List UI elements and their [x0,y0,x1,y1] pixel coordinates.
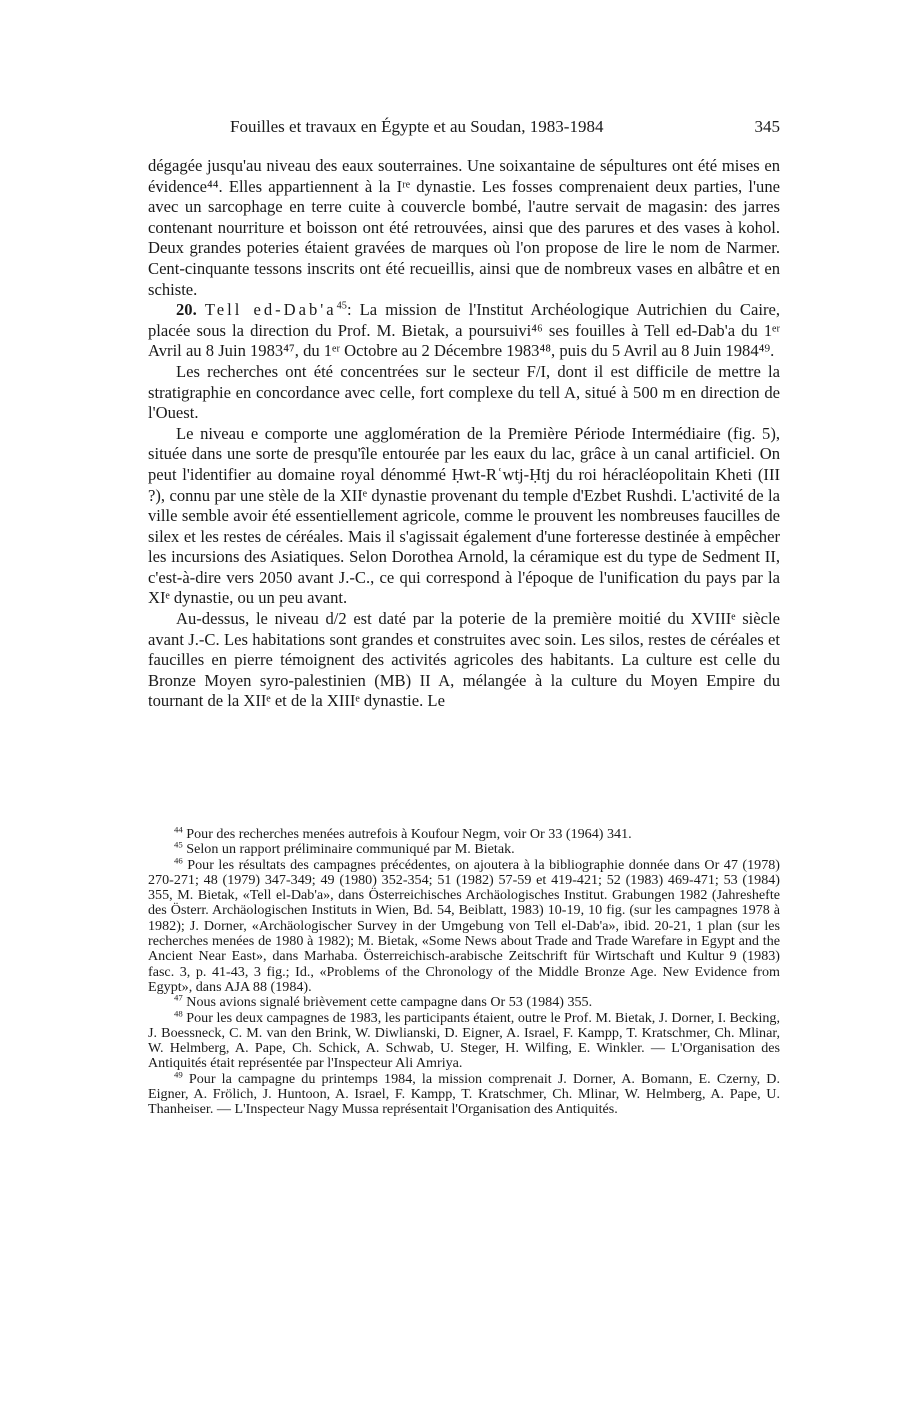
footnote-number: 44 [174,824,183,835]
section-number: 20. [176,300,197,320]
footnote-number: 48 [174,1007,183,1018]
footnote-text: Nous avions signalé brièvement cette campagne dans Or 53 (1984) 355. [186,994,593,1011]
footnote-text: Pour des recherches menées autrefois à Koufour Negm, voir Or 33 (1964) 341. [186,826,632,842]
footnote-ref: 45 [336,300,347,312]
footnote-text: Pour la campagne du printemps 1984, la mission comprenait J. Dorner, A. Bomann, E. Czerny, D. Eigner, A. Frölich, J. Huntoon, A. Israel, F. Kampp, T. Kratschmer, Ch. Mlinar, W. Helmberg, A. Pape, U. Thanheiser. — L'Inspecteur Nagy Mussa représentait l'Organisation des Antiquités. [148,1070,780,1118]
paragraph: Le niveau e comporte une agglomération de la Première Période Intermédiaire (fig. 5), située dans une sorte de presqu'île entourée par les eaux du lac, grâce à un canal artificiel. On peut l'identifier au domaine royal dénommé Ḥwt-Rʿwtj-Ḥtj du roi héracléopolitain Kheti (III ?), connu par une stèle de la XIIᵉ dynastie provenant du temple d'Ezbet Rushdi. L'activité de la ville semble avoir été essentiellement agricole, comme le prouvent les nombreuses faucilles de silex et les restes de céréales. Mais il s'agissait également d'une forteresse destinée à empêcher les incursions des Asiatiques. Selon Dorothea Arnold, la céramique est du type de Sedment II, c'est-à-dire vers 2050 avant J.-C., ce qui correspond à l'époque de l'unification du pays par la XIᵉ dynastie, ou un peu avant. [148,423,780,608]
footnote [148,824,780,842]
footnote [148,1007,780,1072]
site-name: Tell ed-Dab'a [204,300,337,320]
running-title: Fouilles et travaux en Égypte et au Soudan, 1983-1984 [230,117,604,136]
page-number: 345 [754,117,780,136]
paragraph: Les recherches ont été concentrées sur le secteur F/I, dont il est difficile de mettre la stratigraphie en concordance avec celle, fort complexe du tell A, situé à 500 m en direction de l'Ouest. [148,361,780,423]
footnote-number: 45 [174,839,183,850]
main-text [148,156,780,712]
footnote-number: 46 [174,854,183,865]
footnote-number: 49 [174,1069,183,1080]
footnote-text: Pour les résultats des campagnes précédentes, on ajoutera à la bibliographie donnée dans Or 47 (1978) 270-271; 48 (1979) 347-349; 49 (1980) 352-354; 51 (1982) 57-59 et 419-421; 52 (1983) 469-471; 53 (1984) 355, M. Bietak, «Tell el-Dab'a», dans Österreichisches Archäologisches Institut. Grabungen 1982 (Jahreshefte des Österr. Archäologischen Instituts in Wien, Bd. 54, Beiblatt, 1983) 10-19, 10 fig. (sur les campagnes 1978 à 1982); J. Dorner, «Archäologischer Survey in der Umgebung von Tell el-Dab'a», ibid. 20-21, 1 plan (sur les recherches menées de 1980 à 1982); M. Bietak, «Some News about Trade and Trade Warefare in Egypt and the Ancient Near East», dans Marhaba. Österreichisch-arabische Zeitschrift für Wirtschaft und Kultur 9 (1983) fasc. 3, p. 41-43, 3 fig.; Id., «Problems of the Chronology of the Middle Bronze Age. New Evidence from Egypt», dans AJA 88 (1984). [148,856,780,995]
footnotes [148,824,780,1118]
paragraph: dégagée jusqu'au niveau des eaux souterraines. Une soixantaine de sépultures ont été mises en évidence⁴⁴. Elles appartiennent à la Iʳᵉ dynastie. Les fosses comprenaient deux parties, l'une avec un sarcophage en terre cuite à couvercle bombé, l'autre servait de magasin: des jarres contenant nourriture et boisson ont été retrouvées, ainsi que des parures et des vases à kohol. Deux grandes poteries étaient gravées de marques où l'on propose de lire le nom de Narmer. Cent-cinquante tessons inscrits ont été recueillis, ainsi que de nombreux vases en albâtre et en schiste. [148,156,780,299]
running-head [148,117,780,139]
footnote [148,1069,780,1118]
paragraph-text: : La mission de l'Institut Archéologique Autrichien du Caire, placée sous la direction du Prof. M. Bietak, a poursuivi⁴⁶ ses fouilles à Tell ed-Dab'a du 1ᵉʳ Avril au 8 Juin 1983⁴⁷, du 1ᵉʳ Octobre au 2 Décembre 1983⁴⁸, puis du 5 Avril au 8 Juin 1984⁴⁹. [148,300,780,361]
footnote [148,854,780,996]
footnote [148,992,780,1011]
paragraph: Au-dessus, le niveau d/2 est daté par la poterie de la première moitié du XVIIIᵉ siècle avant J.-C. Les habitations sont grandes et construites avec soin. Les silos, restes de céréales et faucilles en pierre témoignent des activités agricoles des habitants. La culture est celle du Bronze Moyen syro-palestinien (MB) II A, mélangée à la culture du Moyen Empire du tournant de la XIIᵉ et de la XIIIᵉ dynastie. Le [148,609,780,711]
footnote [148,839,780,858]
paragraph-section-20 [148,300,780,362]
footnote-text: Pour les deux campagnes de 1983, les participants étaient, outre le Prof. M. Bietak, J. Dorner, I. Becking, J. Boessneck, C. M. van den Brink, W. Diwlianski, D. Eigner, A. Israel, F. Kampp, T. Kratschmer, Ch. Mlinar, W. Helmberg, A. Pape, Ch. Schick, A. Schwab, U. Steger, H. Wilfing, E. Winkler. — L'Organisation des Antiquités était représentée par l'Inspecteur Ali Amriya. [148,1009,780,1072]
footnote-text: Selon un rapport préliminaire communiqué par M. Bietak. [186,841,515,858]
footnote-number: 47 [174,992,183,1003]
